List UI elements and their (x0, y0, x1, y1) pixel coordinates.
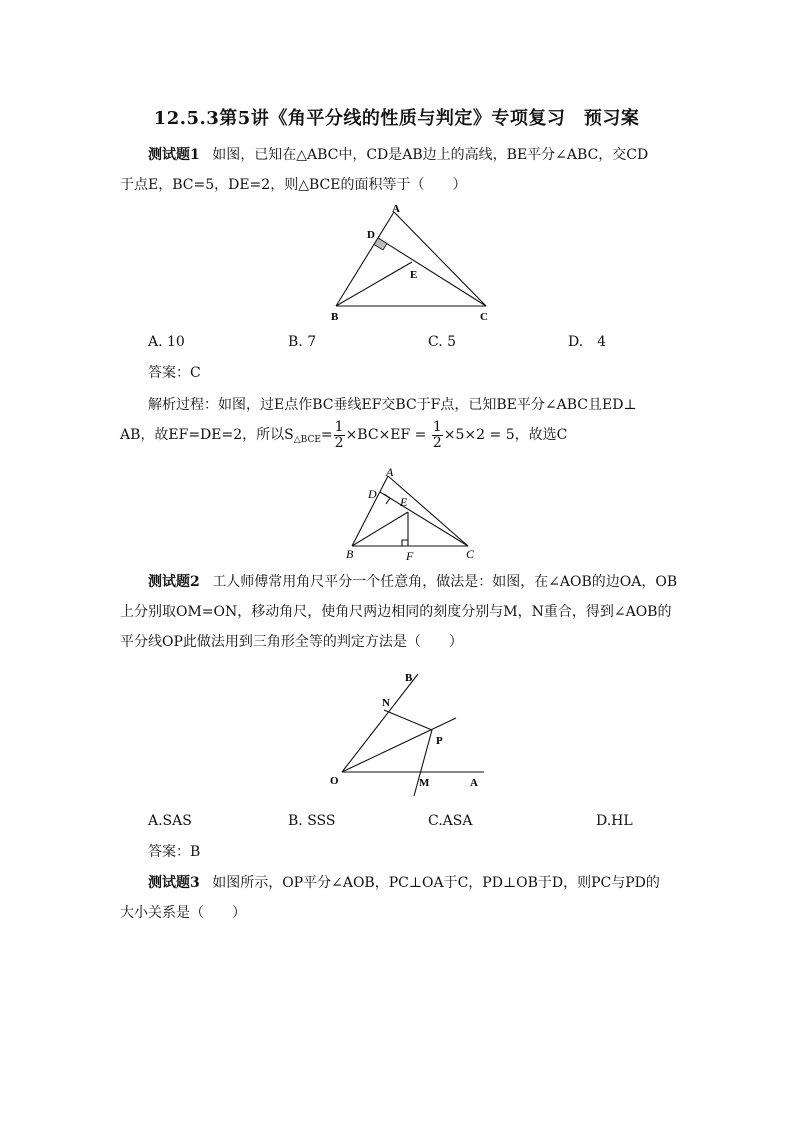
q1-fig2-label-a: A (386, 465, 394, 479)
q2-option-b: B. SSS (288, 813, 336, 829)
q1-fig2-label-f: F (406, 549, 414, 563)
q2-option-d: D.HL (596, 813, 633, 829)
q2-fig-label-p: P (436, 735, 443, 747)
q1-option-a: A. 10 (148, 334, 185, 350)
q2-answer: 答案：B (148, 844, 201, 860)
q1-line-1 (148, 146, 648, 164)
fraction-half-1: $\frac{1}{2}$ (334, 418, 344, 451)
q2-figure (326, 668, 496, 798)
q3-text-2: 大小关系是（ ） (120, 905, 246, 921)
q2-option-a: A.SAS (148, 813, 192, 829)
q2-line-1 (148, 573, 677, 591)
q1-fig-label-b: B (331, 311, 339, 323)
q1-option-b: B. 7 (288, 334, 317, 350)
q2-option-c: C.ASA (428, 813, 473, 829)
q1-option-c: C. 5 (428, 334, 457, 350)
q2-text-2: 上分别取OM=ON，移动角尺，使角尺两边相同的刻度分别与M，N重合，得到∠AOB的 (120, 604, 672, 620)
q1-fig-label-c: C (480, 311, 488, 323)
q2-fig-label-o: O (330, 775, 339, 787)
q1-fig-label-e: E (410, 269, 418, 281)
q1-fig2-label-c: C (466, 547, 475, 561)
q1-analysis-2: AB，故EF=DE=2，所以$S_{\triangle BCE}=$ $\frac{1}{2}$ ×BC×EF = $\frac{1}{2}$ ×5×2 = 5，故选C (120, 418, 568, 451)
q2-fig-label-n: N (382, 697, 390, 709)
q1-fig2-label-b: B (346, 547, 354, 561)
q1-fig-label-a: A (392, 203, 400, 215)
q1-fig-label-d: D (367, 229, 375, 241)
q3-text-1: 如图所示，OP平分∠AOB，PC⊥OA于C，PD⊥OB于D，则PC与PD的 (212, 875, 660, 891)
q2-fig-label-a: A (470, 777, 478, 789)
q2-text-1: 工人师傅常用角尺平分一个任意角，做法是：如图，在∠AOB的边OA，OB (212, 574, 678, 590)
page-title: 12.5.3第5讲《角平分线的性质与判定》专项复习 预习案 (153, 108, 640, 129)
q2-fig-label-b: B (405, 672, 413, 684)
q1-option-d: D. 4 (568, 334, 607, 350)
q2-fig-label-m: M (419, 777, 430, 789)
q1-figure (330, 204, 500, 326)
q3-label: 测试题3 (148, 875, 200, 891)
q1-analysis-figure (344, 464, 484, 562)
q1-analysis-1: 解析过程：如图，过E点作BC垂线EF交BC于F点，已知BE平分∠ABC且ED⊥ (148, 397, 637, 413)
q1-fig2-label-d: D (368, 487, 377, 501)
q1-text-1: 如图，已知在△ABC中，CD是AB边上的高线，BE平分∠ABC，交CD (212, 147, 649, 163)
q1-text-2: 于点E，BC=5，DE=2，则△BCE的面积等于（ ） (120, 177, 467, 193)
q2-text-3: 平分线OP此做法用到三角形全等的判定方法是（ ） (120, 634, 463, 650)
q2-label: 测试题2 (148, 574, 200, 590)
q1-label: 测试题1 (148, 147, 200, 163)
q3-line-1 (148, 874, 660, 892)
q1-fig2-label-e: E (400, 495, 408, 509)
fraction-half-2: $\frac{1}{2}$ (432, 418, 442, 451)
q1-answer: 答案：C (148, 365, 201, 381)
